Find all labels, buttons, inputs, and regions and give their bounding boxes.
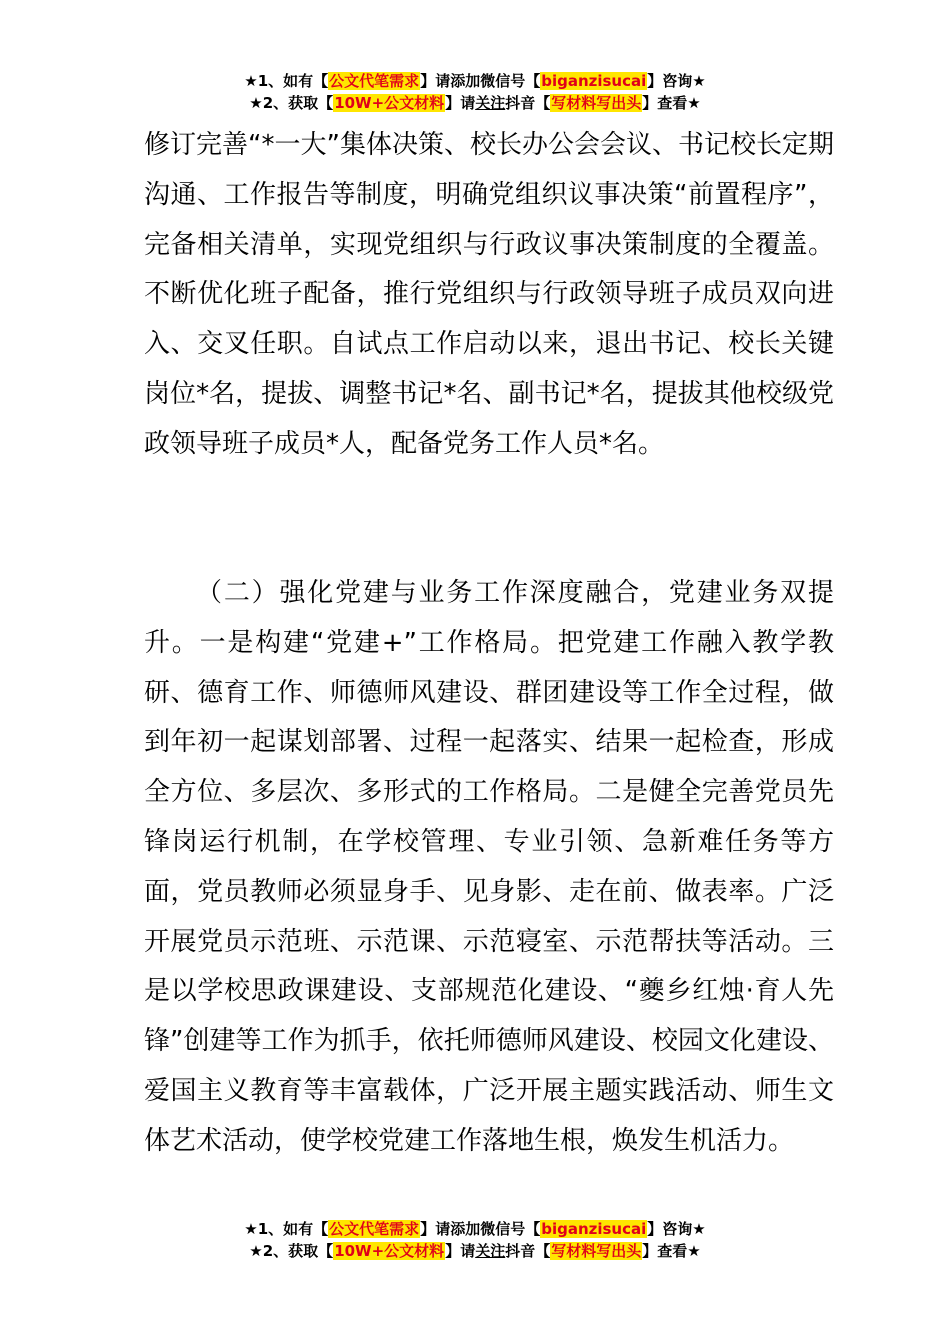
header-banner bbox=[0, 70, 950, 114]
underlined-follow: 关注 bbox=[475, 94, 506, 112]
banner-line-1: ★1、如有【公文代笔需求】请添加微信号【biganzisucai】咨询★ bbox=[244, 72, 706, 90]
highlight-wechat-id: biganzisucai bbox=[541, 1220, 647, 1238]
highlight-materials: 10W+公文材料 bbox=[334, 1242, 445, 1260]
paragraph-2: （二）强化党建与业务工作深度融合，党建业务双提升。一是构建“党建+”工作格局。把党建工作融入教学教研、德育工作、师德师风建设、群团建设等工作全过程，做到年初一起谋划部署、过程一起落实、结果一起检查，形成全方位、多层次、多形式的工作格局。二是健全完善党员先锋岗运行机制，在学校管理、专业引领、急新难任务等方面，党员教师必须显身手、见身影、走在前、做表率。广泛开展党员示范班、示范课、示范寝室、示范帮扶等活动。三是以学校思政课建设、支部规范化建设、“夔乡红烛·育人先锋”创建等工作为抓手，依托师德师风建设、校园文化建设、爱国主义教育等丰富载体，广泛开展主题实践活动、师生文体艺术活动，使学校党建工作落地生根，焕发生机活力。 bbox=[144, 578, 834, 1156]
banner-line-1: ★1、如有【公文代笔需求】请添加微信号【biganzisucai】咨询★ bbox=[244, 1220, 706, 1238]
highlight-service: 公文代笔需求 bbox=[329, 1220, 420, 1238]
highlight-wechat-id: biganzisucai bbox=[541, 72, 647, 90]
banner-line-2: ★2、获取【10W+公文材料】请关注抖音【写材料写出头】查看★ bbox=[249, 1242, 701, 1260]
highlight-service: 公文代笔需求 bbox=[329, 72, 420, 90]
highlight-douyin: 写材料写出头 bbox=[551, 94, 642, 112]
banner-line-2: ★2、获取【10W+公文材料】请关注抖音【写材料写出头】查看★ bbox=[249, 94, 701, 112]
footer-banner bbox=[0, 1218, 950, 1262]
highlight-douyin: 写材料写出头 bbox=[551, 1242, 642, 1260]
highlight-materials: 10W+公文材料 bbox=[334, 94, 445, 112]
underlined-follow: 关注 bbox=[475, 1242, 506, 1260]
paragraph-1: 修订完善“*一大”集体决策、校长办公会会议、书记校长定期沟通、工作报告等制度，明确党组织议事决策“前置程序”，完备相关清单，实现党组织与行政议事决策制度的全覆盖。不断优化班子配备，推行党组织与行政领导班子成员双向进入、交叉任职。自试点工作启动以来，退出书记、校长关键岗位*名，提拔、调整书记*名、副书记*名，提拔其他校级党政领导班子成员*人，配备党务工作人员*名。 bbox=[144, 130, 834, 459]
